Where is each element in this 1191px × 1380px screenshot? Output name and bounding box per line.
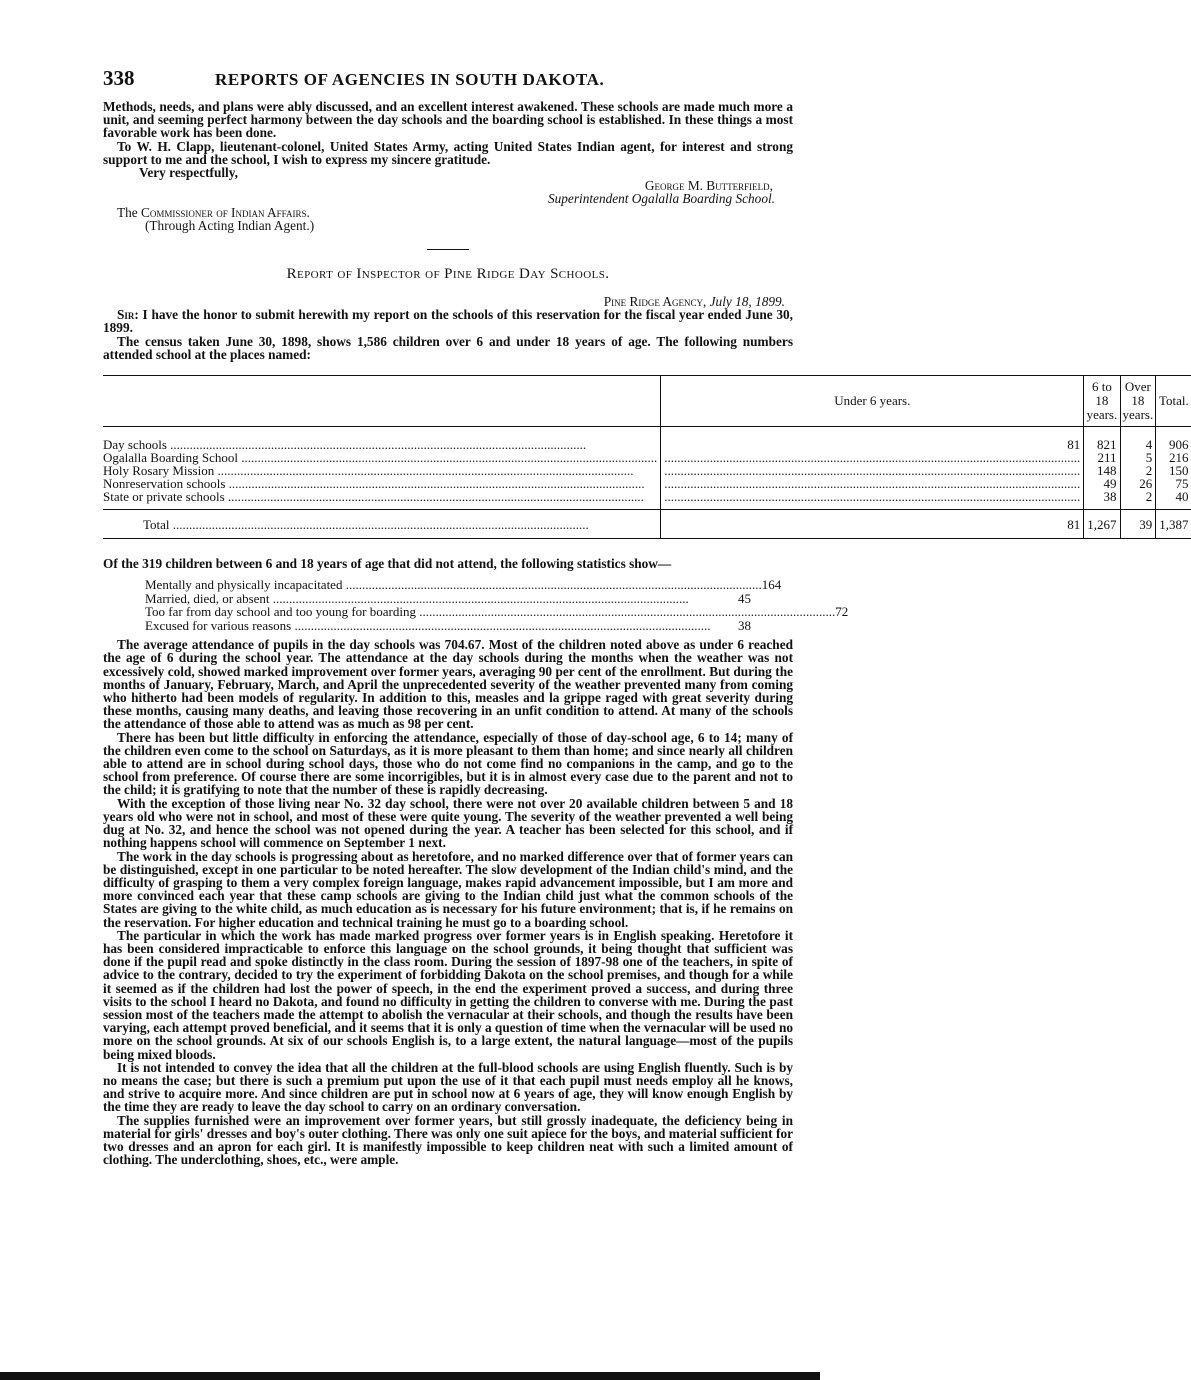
cell-6to18: 148 xyxy=(1084,464,1120,477)
report-body xyxy=(103,638,793,1166)
cell-total: 75 xyxy=(1156,477,1191,490)
cell-under6 xyxy=(661,490,1084,510)
document-page xyxy=(103,66,1189,1168)
row-label-text: State or private schools xyxy=(103,489,225,505)
row-label-text: Day schools xyxy=(103,437,167,453)
report-paragraph-2: The census taken June 30, 1898, shows 1,586 children over 6 and under 18 years of age. The following numbers attended school at the places named: xyxy=(103,333,793,362)
total-total: 1,387 xyxy=(1156,510,1191,539)
cell-over18: 26 xyxy=(1120,477,1156,490)
signer-title: Superintendent Ogalalla Boarding School. xyxy=(547,191,775,207)
reason-value: 38 xyxy=(738,617,751,633)
signer-name: George M. Butterfield, xyxy=(644,178,773,194)
total-over18: 39 xyxy=(1120,510,1156,539)
table-header-over18: Over 18 years. xyxy=(1120,376,1156,427)
total-6to18: 1,267 xyxy=(1084,510,1120,539)
table-total-row xyxy=(103,510,1191,539)
cell-under6: 81 xyxy=(661,427,1084,452)
addressee xyxy=(117,206,793,219)
addressee-name: Commissioner of Indian Affairs. xyxy=(141,204,310,220)
closing: Very respectfully, xyxy=(139,165,238,181)
reason-label xyxy=(145,605,835,619)
body-paragraph-7: The supplies furnished were an improvement over former years, but still grossly inadequate, the deficiency being in material for girls' dresses and boy's outer clothing. There was only one suit apiece for the boys, and material sufficient for two dresses and an apron for each girl. It is manifestly impossible to keep children neat with such a limited amount of clothing. The underclothing, shoes, etc., were ample. xyxy=(103,1112,793,1168)
list-item xyxy=(145,604,849,620)
reason-label xyxy=(145,619,727,633)
cell-total: 40 xyxy=(1156,490,1191,510)
cell-total: 216 xyxy=(1156,451,1191,464)
absentees-lead: Of the 319 children between 6 and 18 years of age that did not attend, the following statistics show— xyxy=(103,556,672,572)
page-header xyxy=(103,66,793,100)
cell-6to18: 49 xyxy=(1084,477,1120,490)
cell-total: 906 xyxy=(1156,427,1191,452)
cell-6to18: 211 xyxy=(1084,451,1120,464)
body-paragraph-3: With the exception of those living near No. 32 day school, there were not over 20 available children between 5 and 18 years old who were not in school, and most of these were quite young. The severity of the weather prevented a well being dug at No. 32, and hence the school was not opened during the year. A teacher has been selected for this school, and if nothing happens school will commence on September 1 next. xyxy=(103,795,793,851)
reason-value: 72 xyxy=(835,604,849,620)
cell-over18: 4 xyxy=(1120,427,1156,452)
total-label-text: Total xyxy=(143,516,170,532)
cell-over18: 5 xyxy=(1120,451,1156,464)
body-paragraph-1: The average attendance of pupils in the day schools was 704.67. Most of the children noted above as under 6 reached the age of 6 during the school year. The attendance at the day schools during the months when the weather was not excessively cold, showed marked improvement over former years, averaging 90 per cent of the enrollment. But during the months of January, February, March, and April the unprecedented severity of the weather prevented many from coming who hitherto had been models of regularity. In addition to this, measles and la grippe raged with great severity during these months, causing many deaths, and leaving those recovering in an unfit condition to attend. At many of the schools the attendance of those able to attend was as much as 98 per cent. xyxy=(103,637,793,732)
report-paragraph-1 xyxy=(103,308,793,334)
table-row xyxy=(103,490,1191,510)
cell-6to18: 821 xyxy=(1084,427,1120,452)
intro-paragraph-2: To W. H. Clapp, lieutenant-colonel, United States Army, acting United States Indian agent, for interest and strong support to me and the school, I wish to express my sincere gratitude. xyxy=(103,138,793,167)
row-label-text: Holy Rosary Mission xyxy=(103,463,215,479)
table-header-under6: Under 6 years. xyxy=(661,376,1084,427)
reason-label xyxy=(145,578,762,592)
cell-over18: 2 xyxy=(1120,464,1156,477)
scan-edge-bar xyxy=(0,1372,820,1380)
total-under6: 81 xyxy=(661,510,1084,539)
row-label xyxy=(103,490,661,510)
body-paragraph-2: There has been but little difficulty in enforcing the attendance, especially of those of day-school age, 6 to 14; many of the children even come to the school on Saturdays, as it is more pleasant to them than home; and since nearly all children able to attend are in school during school days, those who do not come find no companions in the camp, and go to the school from preference. Of course there are some incorrigibles, but it is in almost every case due to the parent and not to the child; it is gratifying to note that the number of these is rapidly decreasing. xyxy=(103,729,793,798)
intro-paragraph-1: Methods, needs, and plans were ably discussed, and an excellent interest awakened. These schools are made much more a unit, and seeming perfect harmony between the day schools and the boarding school is established. In these things a most favorable work has been done. xyxy=(103,99,793,141)
list-item xyxy=(145,577,782,593)
absentee-list xyxy=(145,577,849,633)
reason-value: 164 xyxy=(761,577,782,593)
reason-text: Mentally and physically incapacitated xyxy=(145,577,343,593)
body-paragraph-4: The work in the day schools is progressing about as heretofore, and no marked difference over that of former years can be distinguished, except in one particular to be noted hereafter. The slow development of the Indian child's mind, and the difficulty of grasping to them a very complex foreign language, makes rapid advancement impossible, but I am more and more convinced each year that these camp schools are giving to the Indian child just what the common schools of the States are giving to the white child, as much education as is necessary for his future environment; that is, if he remains on the reservation. For higher education and technical training he must go to a boarding school. xyxy=(103,848,793,930)
addressee-note: (Through Acting Indian Agent.) xyxy=(145,217,315,233)
row-label-text: Nonreservation schools xyxy=(103,476,226,492)
report-title: Report of Inspector of Pine Ridge Day Schools. xyxy=(286,266,610,283)
row-label-text: Ogalalla Boarding School xyxy=(103,450,239,466)
total-label xyxy=(103,510,661,539)
dateline-place: Pine Ridge Agency, xyxy=(603,294,710,310)
list-item xyxy=(145,592,751,606)
reason-label xyxy=(145,592,727,606)
list-item xyxy=(145,619,751,633)
report-paragraph-1-text: I have the honor to submit herewith my report on the schools of this reservation for the fiscal year ended June 30, 1899. xyxy=(103,307,793,336)
cell-over18: 2 xyxy=(1120,490,1156,510)
reason-text: Too far from day school and too young for boarding xyxy=(145,604,416,620)
table-row xyxy=(103,427,1191,452)
table-header-total: Total. xyxy=(1156,376,1191,427)
salutation: Sir: xyxy=(117,307,139,323)
page-number: 338 xyxy=(103,66,135,90)
reason-text: Married, died, or absent xyxy=(145,590,270,606)
dateline-date: July 18, 1899. xyxy=(709,294,785,310)
section-divider xyxy=(427,249,469,250)
cell-total: 150 xyxy=(1156,464,1191,477)
table-header-row xyxy=(103,376,1191,427)
reason-text: Excused for various reasons xyxy=(145,617,292,633)
running-title: REPORTS OF AGENCIES IN SOUTH DAKOTA. xyxy=(215,70,605,89)
body-paragraph-6: It is not intended to convey the idea that all the children at the full-blood schools are using English fluently. Such is by no means the case; but there is such a premium put upon the use of it that each pupil must needs employ all he knows, and strive to acquire more. And since children are put in school now at 6 years of age, they will know enough English by the time they are ready to leave the day school to carry on an ordinary conversation. xyxy=(103,1059,793,1115)
body-paragraph-5: The particular in which the work has made marked progress over former years is in English speaking. Heretofore it has been considered impracticable to enforce this language on the school grounds, it being thought that sufficient was done if the pupil read and spoke distinctly in the class room. During the session of 1897-98 one of the teachers, in spite of advice to the contrary, decided to try the experiment of forbidding Dakota on the school premises, and though for a while it seemed as if the children had lost the power of speech, in the end the experiment proved a success, and during three visits to the school I heard no Dakota, and found no difficulty in getting the children to converse with me. During the past session most of the teachers made the attempt to abolish the vernacular at their schools, and though the results have been varying, each attempt proved beneficial, and it seems that it is only a question of time when the vernacular will be used no more on the school grounds. At six of our schools English is, to a large extent, the natural language—most of the pupils being mixed bloods. xyxy=(103,927,793,1062)
table-header-label xyxy=(103,376,661,427)
addressee-prefix: The xyxy=(117,204,141,220)
attendance-table xyxy=(103,375,1191,539)
table-header-6to18: 6 to 18 years. xyxy=(1084,376,1120,427)
cell-6to18: 38 xyxy=(1084,490,1120,510)
reason-value: 45 xyxy=(738,590,751,606)
row-label xyxy=(103,427,661,452)
